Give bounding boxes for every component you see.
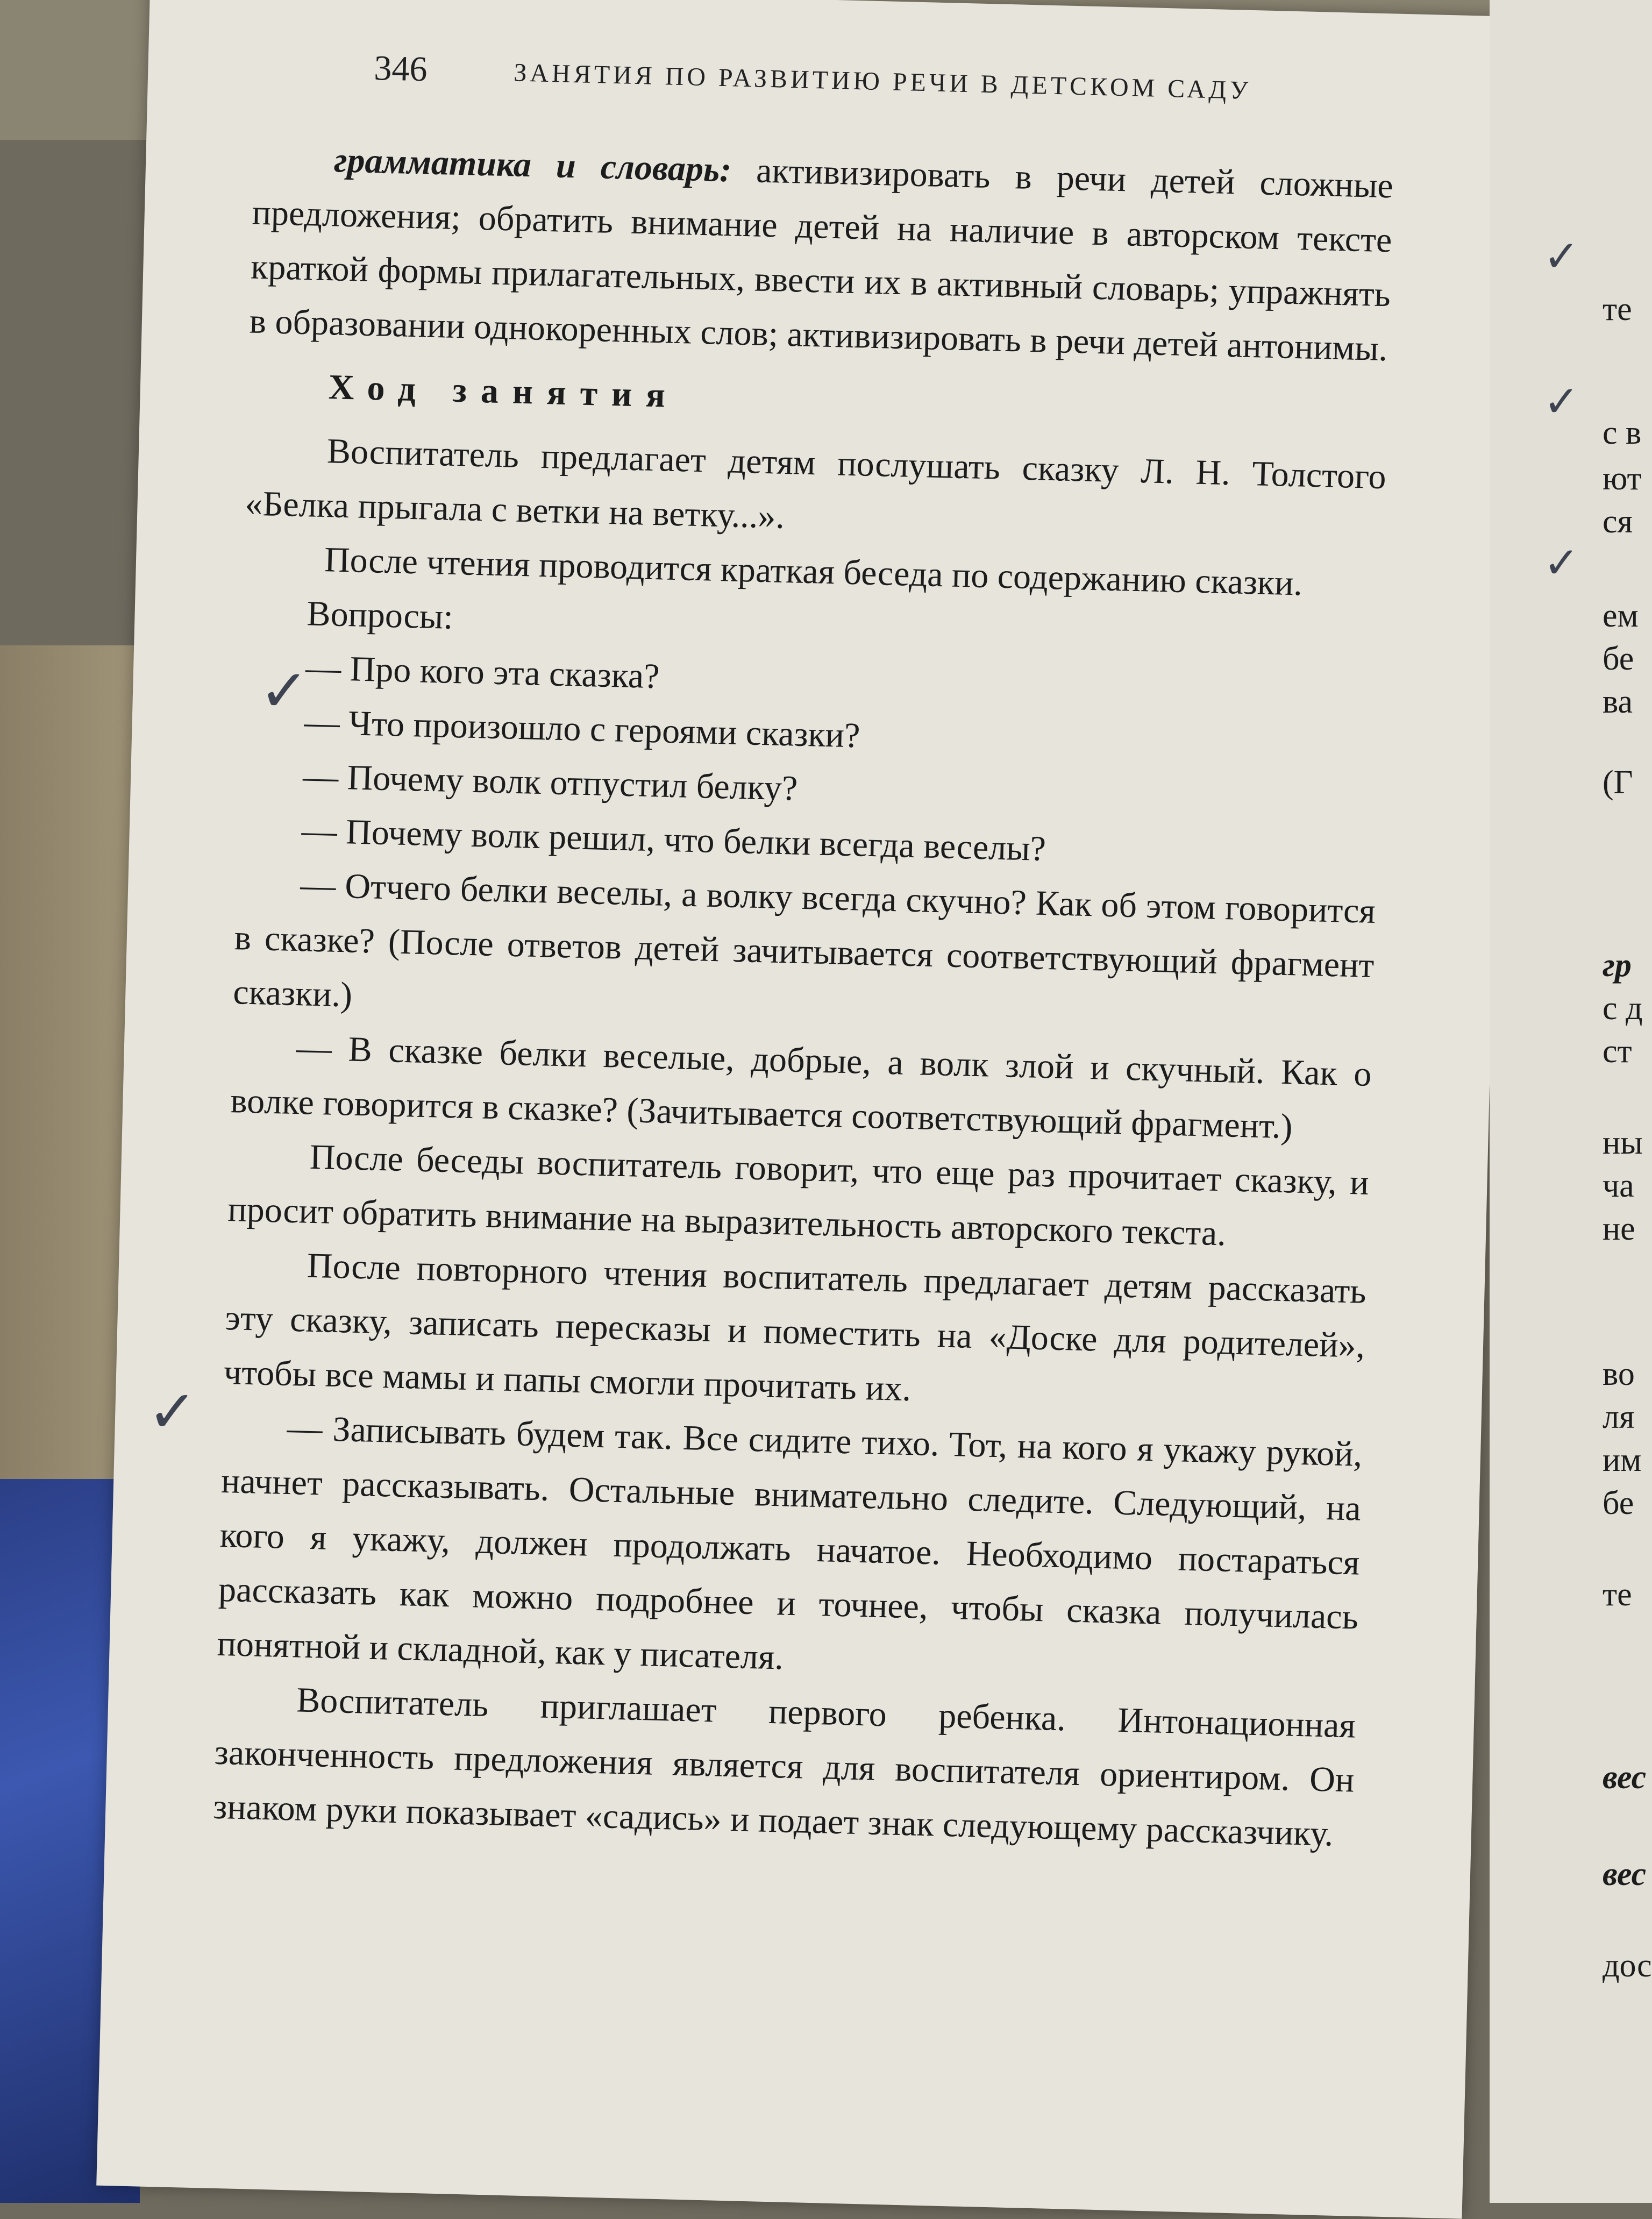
checkmark-icon: ✓ xyxy=(1543,376,1580,426)
facing-line: ны xyxy=(1603,1125,1643,1161)
facing-line: дос xyxy=(1603,1947,1652,1984)
question-4: — Почему волк решил, что белки всегда веселы? xyxy=(301,811,1046,869)
paragraph-4: После повторного чтения воспитатель предлагает детям рассказать эту сказку, записать пересказы и поместить на «Доске для родителей», чтобы все мамы и папы смогли прочитать их. xyxy=(223,1246,1367,1409)
page-body xyxy=(212,131,1394,1862)
grammar-label: грамматика и словарь: xyxy=(333,140,732,190)
checkmark-icon: ✓ xyxy=(1543,231,1580,281)
paragraph-3: После беседы воспитатель говорит, что еще раз прочитает сказку, и просит обратить внимание на выразительность авторского текста. xyxy=(227,1137,1370,1254)
running-title: ЗАНЯТИЯ ПО РАЗВИТИЮ РЕЧИ В ДЕТСКОМ САДУ xyxy=(513,58,1252,105)
facing-line: во xyxy=(1603,1356,1635,1392)
facing-line: бе xyxy=(1603,1485,1634,1521)
section-heading: Ход занятия xyxy=(328,367,680,416)
checkmark-icon: ✓ xyxy=(146,1376,198,1447)
facing-line: ют xyxy=(1603,460,1642,497)
question-5: — Отчего белки веселы, а волку всегда скучно? Как об этом говорится в сказке? (После ответов детей зачитывается соответствующий фрагмент сказки.) xyxy=(232,865,1376,1015)
facing-line: не xyxy=(1603,1211,1635,1247)
facing-line: ва xyxy=(1603,684,1633,720)
paragraph-5: — Записывать будем так. Все сидите тихо. Тот, на кого я укажу рукой, начнет рассказывать. Остальные внимательно следите. Следующий, на кого я укажу, должен продолжать начатое. Необходимо постараться рассказать как можно подробнее и точнее, чтобы сказка получилась понятной и складной, как у писателя. xyxy=(216,1408,1363,1677)
paragraph-grammar xyxy=(249,131,1394,376)
facing-line: с д xyxy=(1603,990,1643,1027)
question-1: — Про кого эта сказка? xyxy=(305,648,660,696)
paragraph-1: Воспитатель предлагает детям послушать сказку Л. Н. Толстого «Белка прыгала с ветки на ветку...». xyxy=(244,431,1387,536)
questions-list xyxy=(237,585,1383,884)
grammar-text: активизировать в речи детей сложные предложения; обратить внимание детей на наличие в авторском тексте краткой формы прилагательных, ввести их в активный словарь; упражнять в образовании однокоренных слов; активизировать в речи детей антонимы. xyxy=(249,150,1394,369)
facing-line: те xyxy=(1603,1576,1632,1613)
facing-page xyxy=(1490,0,1652,2203)
facing-line: ля xyxy=(1603,1399,1635,1435)
facing-line: (Г xyxy=(1603,764,1633,801)
page-header xyxy=(373,42,1477,129)
question-3: — Почему волк отпустил белку? xyxy=(302,757,799,808)
checkmark-icon: ✓ xyxy=(258,656,310,726)
paragraph-6: Воспитатель приглашает первого ребенка. Интонационная законченность предложения является для воспитателя ориентиром. Он знаком руки показывает «садись» и подает знак следующему рассказчику. xyxy=(212,1680,1356,1854)
facing-line: бе xyxy=(1603,641,1634,677)
facing-line: ем xyxy=(1603,598,1639,634)
facing-line: вес xyxy=(1603,1856,1647,1893)
facing-line: вес xyxy=(1603,1759,1647,1796)
questions-label: Вопросы: xyxy=(306,594,454,637)
facing-line: те xyxy=(1603,291,1632,328)
checkmark-icon: ✓ xyxy=(1543,538,1580,588)
question-6: — В сказке белки веселые, добрые, а волк злой и скучный. Как о волке говорится в сказке? (Зачитывается соответствующий фрагмент.) xyxy=(230,1028,1372,1147)
page-number: 346 xyxy=(373,48,428,89)
facing-line: ча xyxy=(1603,1168,1634,1204)
facing-line: ст xyxy=(1603,1033,1632,1070)
question-2: — Что произошло с героями сказки? xyxy=(303,702,861,756)
facing-line: ся xyxy=(1603,503,1633,540)
book-page xyxy=(96,0,1515,2219)
facing-line: с в xyxy=(1603,415,1642,451)
paragraph-2: После чтения проводится краткая беседа по содержанию сказки. xyxy=(324,540,1303,603)
facing-line: им xyxy=(1603,1442,1642,1478)
facing-line: гр xyxy=(1603,947,1632,984)
